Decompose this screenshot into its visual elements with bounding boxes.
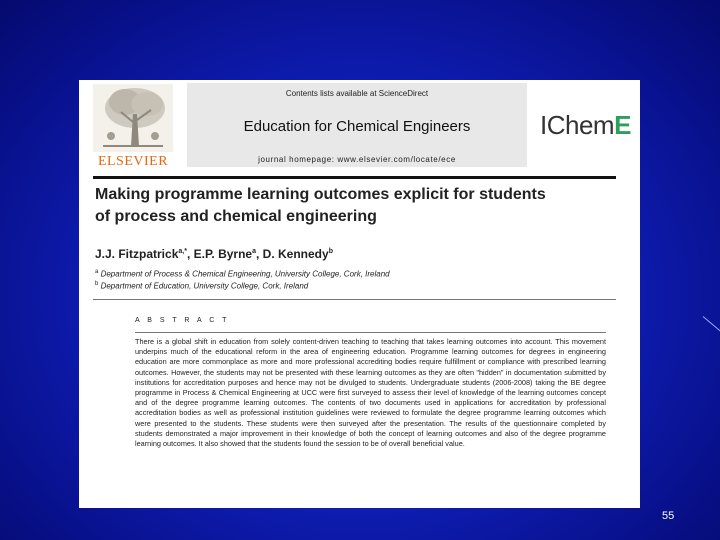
affiliation-text: Department of Process & Chemical Engineering, University College, Cork, Ireland bbox=[100, 269, 390, 279]
author-affiliation-mark: b bbox=[328, 248, 333, 255]
author-name: J.J. Fitzpatrick bbox=[95, 247, 179, 261]
paper-title-line-1: Making programme learning outcomes explicit for students bbox=[95, 186, 546, 203]
abstract-divider bbox=[135, 332, 606, 333]
author-affiliation-mark: a bbox=[252, 248, 256, 255]
contents-line-prefix: Contents lists available at bbox=[285, 89, 379, 98]
abstract-text: There is a global shift in education from solely content-driven teaching to teaching that takes learning outcomes into account. This movement underpins much of the educational reform in the area of engineering education. Programme learning outcomes for degrees in engineering education are more commonplace as more and more professional accrediting bodies require fulfillment or compliance with prescribed learning outcomes. However, the students may not be presented with these learning outcomes as they are often "hidden" in documentation submitted by institutions for accreditation purposes and hence may not be divulged to students. Undergraduate students (2006-2008) taking the BE degree programme in Process & Chemical Engineering at UCC were first surveyed to assess their level of knowledge of the learning outcomes concept and of the degree programme learning outcomes. The contents of two documents used in applications for accreditation by professional accreditation bodies as well as professional institution guidelines were reviewed to formulate the degree programme learning outcomes which were presented to the students. These students were then surveyed after the presentation. The results of the questionnaire completed by students demonstrated a major improvement in their knowledge of both the concept of learning outcomes and also of the degree programme learning outcomes. It also showed that the students found the session to be of overall beneficial value. bbox=[135, 337, 606, 449]
paper-title-line-2: of process and chemical engineering bbox=[95, 208, 377, 225]
journal-banner bbox=[187, 83, 527, 167]
abstract-heading: A B S T R A C T bbox=[135, 317, 230, 324]
article-info-divider bbox=[93, 299, 616, 300]
author-affiliation-mark: a,* bbox=[178, 248, 187, 255]
author-separator: , bbox=[186, 247, 194, 261]
slide-page-number: 55 bbox=[662, 510, 675, 522]
author-list bbox=[95, 247, 333, 261]
elsevier-logo bbox=[93, 84, 173, 170]
journal-title: Education for Chemical Engineers bbox=[243, 118, 471, 135]
paper-screenshot bbox=[79, 80, 640, 508]
elsevier-tree-icon bbox=[93, 84, 173, 152]
contents-line bbox=[187, 89, 527, 98]
icheme-logo-main: IChem bbox=[540, 110, 615, 140]
slide-decoration-line bbox=[703, 316, 720, 335]
affiliation-label: a bbox=[95, 269, 99, 275]
icheme-logo-e: E bbox=[614, 110, 631, 140]
affiliation-label: b bbox=[95, 281, 99, 287]
header-divider bbox=[93, 176, 616, 179]
affiliation-a bbox=[95, 269, 390, 279]
affiliation-text: Department of Education, University College, Cork, Ireland bbox=[100, 281, 309, 291]
journal-homepage: journal homepage: www.elsevier.com/locate/ece bbox=[258, 155, 456, 164]
author-name: E.P. Byrne bbox=[193, 247, 253, 261]
elsevier-wordmark: ELSEVIER bbox=[97, 154, 169, 169]
icheme-logo bbox=[540, 110, 631, 141]
author-name: D. Kennedy bbox=[262, 247, 329, 261]
author-separator: , bbox=[256, 247, 263, 261]
affiliation-b bbox=[95, 281, 308, 291]
paper-title bbox=[95, 184, 620, 228]
sciencedirect-link[interactable]: ScienceDirect bbox=[378, 89, 429, 98]
